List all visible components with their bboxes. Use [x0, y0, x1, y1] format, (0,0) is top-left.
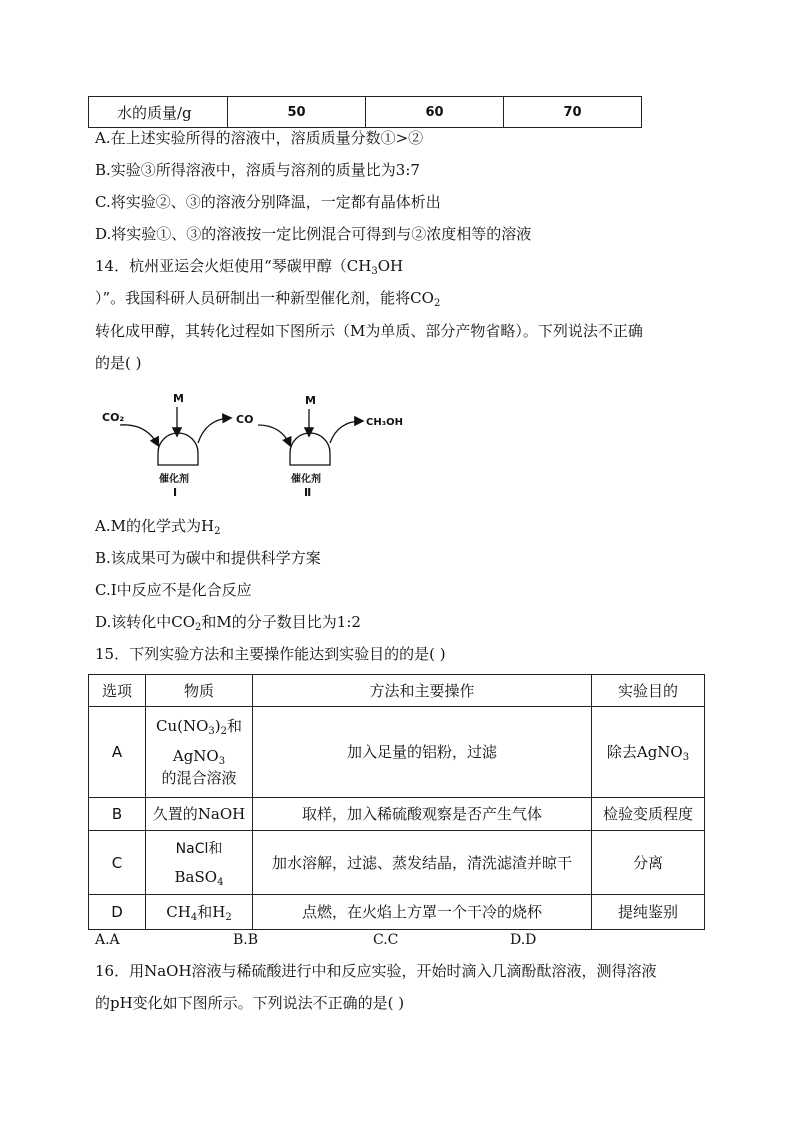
row-goal: 检验变质程度: [592, 798, 705, 831]
arrow-ch3oh-out: [330, 421, 362, 443]
header-method: 方法和主要操作: [253, 675, 592, 707]
catalyst-2-number: Ⅱ: [304, 486, 312, 499]
q15-answer-choices: [95, 932, 655, 952]
catalyst-2-label: 催化剂: [291, 474, 321, 485]
row-goal: 分离: [592, 831, 705, 895]
q14-option-c: C.Ⅰ中反应不是化合反应: [95, 581, 252, 599]
arrow-co-out: [198, 418, 230, 443]
m-label-1: M: [173, 392, 184, 405]
table-row: [89, 895, 705, 930]
answer-choice-a: A.A: [95, 932, 120, 948]
row-option: C: [89, 831, 146, 895]
q14-question-line3: 转化成甲醇，其转化过程如下图所示（M为单质、部分产物省略）。下列说法不正确: [95, 322, 643, 340]
catalyst-conversion-diagram: [98, 385, 418, 505]
row-option: D: [89, 895, 146, 930]
answer-choice-b: B.B: [233, 932, 259, 948]
table-row: [89, 831, 705, 895]
water-mass-label: 水的质量/g: [89, 97, 228, 128]
ch3oh-label: CH₃OH: [366, 417, 403, 428]
table-row: [89, 97, 642, 128]
arrow-co-in: [258, 425, 290, 445]
catalyst-1-shape: [158, 433, 198, 465]
row-substance: $CH_4$和$H_2$: [146, 895, 253, 930]
q15-question: 15．下列实验方法和主要操作能达到实验目的的是( ): [95, 645, 446, 663]
catalyst-1-number: Ⅰ: [173, 486, 178, 499]
q14-option-d: D.该转化中$CO_2$和M的分子数目比为1:2: [95, 613, 361, 633]
q13-option-a: A.在上述实验所得的溶液中，溶质质量分数①>②: [95, 129, 424, 147]
header-option: 选项: [89, 675, 146, 707]
row-goal: 除去AgNO$_3$: [592, 707, 705, 798]
table-row: [89, 798, 705, 831]
answer-choice-c: C.C: [373, 932, 399, 948]
co2-label: CO₂: [102, 411, 125, 424]
arrow-co2-in: [120, 425, 158, 445]
answer-choice-d: D.D: [510, 932, 537, 948]
q14-question-line4: 的是( ): [95, 354, 142, 372]
row-substance: $Cu(NO_3)_2$和 AgNO$_3$ 的混合溶液: [146, 707, 253, 798]
row-option: B: [89, 798, 146, 831]
row-option: A: [89, 707, 146, 798]
q14-question-line2: ）”。我国科研人员研制出一种新型催化剂，能将$CO_2$: [95, 289, 441, 309]
q14-question-line1: 14．杭州亚运会火炬使用“琴碳甲醇（$CH_3OH$: [95, 257, 404, 277]
row-method: 取样，加入稀硫酸观察是否产生气体: [253, 798, 592, 831]
q13-option-c: C.将实验②、③的溶液分别降温，一定都有晶体析出: [95, 193, 441, 211]
row-goal: 提纯鉴别: [592, 895, 705, 930]
q16-question-line2: 的pH变化如下图所示。下列说法不正确的是( ): [95, 994, 405, 1012]
water-mass-value: 60: [366, 97, 504, 128]
q14-option-b: B.该成果可为碳中和提供科学方案: [95, 549, 321, 567]
q13-option-d: D.将实验①、③的溶液按一定比例混合可得到与②浓度相等的溶液: [95, 225, 532, 243]
q13-option-b: B.实验③所得溶液中，溶质与溶剂的质量比为3:7: [95, 161, 420, 179]
catalyst-2-shape: [290, 433, 330, 465]
catalyst-1-label: 催化剂: [159, 474, 189, 485]
water-mass-value: 70: [504, 97, 642, 128]
row-method: 加水溶解，过滤、蒸发结晶，清洗滤渣并晾干: [253, 831, 592, 895]
experiment-table: [88, 674, 705, 930]
q16-question-line1: 16．用NaOH溶液与稀硫酸进行中和反应实验，开始时滴入几滴酚酞溶液，测得溶液: [95, 962, 657, 980]
row-substance: NaCl和 BaSO$_4$: [146, 831, 253, 895]
row-substance: 久置的NaOH: [146, 798, 253, 831]
co-label: CO: [236, 413, 254, 426]
m-label-2: M: [305, 394, 316, 407]
water-mass-value: 50: [228, 97, 366, 128]
table-header-row: [89, 675, 705, 707]
row-method: 加入足量的铝粉，过滤: [253, 707, 592, 798]
row-method: 点燃，在火焰上方罩一个干冷的烧杯: [253, 895, 592, 930]
water-mass-table: [88, 96, 642, 128]
header-substance: 物质: [146, 675, 253, 707]
table-row: [89, 707, 705, 798]
q14-option-a: A.M的化学式为$H_2$: [95, 517, 221, 537]
header-goal: 实验目的: [592, 675, 705, 707]
